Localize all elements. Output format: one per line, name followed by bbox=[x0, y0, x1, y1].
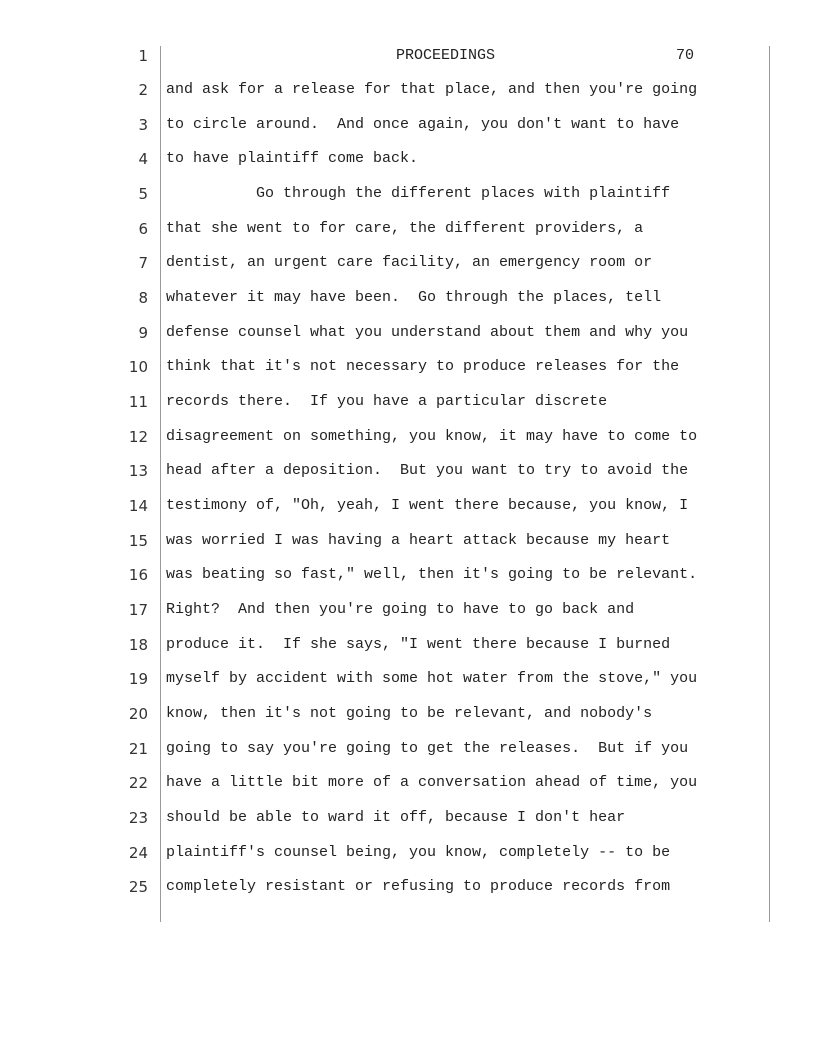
line-text: defense counsel what you understand about them and why you bbox=[166, 324, 689, 341]
transcript-line-9 bbox=[0, 321, 816, 345]
line-number: 10 bbox=[128, 358, 148, 376]
line-number: 17 bbox=[128, 601, 148, 619]
line-number: 8 bbox=[138, 289, 148, 307]
line-number: 14 bbox=[128, 497, 148, 515]
line-text: going to say you're going to get the releases. But if you bbox=[166, 740, 689, 757]
transcript-line-7 bbox=[0, 251, 816, 275]
line-number: 21 bbox=[128, 740, 148, 758]
line-text: completely resistant or refusing to produce records from bbox=[166, 878, 671, 895]
line-number: 2 bbox=[138, 81, 148, 99]
transcript-line-3 bbox=[0, 113, 816, 137]
line-text: and ask for a release for that place, and then you're going bbox=[166, 81, 698, 98]
transcript-line-20 bbox=[0, 702, 816, 726]
line-number: 25 bbox=[128, 878, 148, 896]
transcript-line-14 bbox=[0, 494, 816, 518]
line-number: 24 bbox=[128, 844, 148, 862]
line-number: 4 bbox=[138, 150, 148, 168]
transcript-line-17 bbox=[0, 598, 816, 622]
line-text: should be able to ward it off, because I don't hear bbox=[166, 809, 626, 826]
line-text: plaintiff's counsel being, you know, completely -- to be bbox=[166, 844, 671, 861]
line-number: 9 bbox=[138, 324, 148, 342]
transcript-line-2 bbox=[0, 78, 816, 102]
line-text: that she went to for care, the different providers, a bbox=[166, 220, 644, 237]
line-text: Go through the different places with plaintiff bbox=[166, 185, 671, 202]
line-text: testimony of, "Oh, yeah, I went there because, you know, I bbox=[166, 497, 689, 514]
line-number: 11 bbox=[128, 393, 148, 411]
line-text: to have plaintiff come back. bbox=[166, 150, 419, 167]
transcript-line-5 bbox=[0, 182, 816, 206]
transcript-line-4 bbox=[0, 147, 816, 171]
line-text: myself by accident with some hot water from the stove," you bbox=[166, 670, 698, 687]
transcript-line-13 bbox=[0, 459, 816, 483]
line-text: to circle around. And once again, you don't want to have bbox=[166, 116, 680, 133]
line-text: records there. If you have a particular discrete bbox=[166, 393, 608, 410]
line-number: 5 bbox=[138, 185, 148, 203]
line-number: 3 bbox=[138, 116, 148, 134]
line-text: head after a deposition. But you want to try to avoid the bbox=[166, 462, 689, 479]
line-number: 23 bbox=[128, 809, 148, 827]
line-number: 1 bbox=[138, 47, 148, 65]
line-text: Right? And then you're going to have to go back and bbox=[166, 601, 635, 618]
line-text: dentist, an urgent care facility, an emergency room or bbox=[166, 254, 653, 271]
transcript-line-16 bbox=[0, 563, 816, 587]
line-number: 7 bbox=[138, 254, 148, 272]
transcript-line-15 bbox=[0, 529, 816, 553]
line-number: 6 bbox=[138, 220, 148, 238]
line-number: 13 bbox=[128, 462, 148, 480]
transcript-line-22 bbox=[0, 771, 816, 795]
transcript-line-24 bbox=[0, 841, 816, 865]
line-number: 19 bbox=[128, 670, 148, 688]
line-text: disagreement on something, you know, it may have to come to bbox=[166, 428, 698, 445]
transcript-line-12 bbox=[0, 425, 816, 449]
transcript-line-1 bbox=[0, 44, 816, 68]
line-number: 16 bbox=[128, 566, 148, 584]
page-header-title: PROCEEDINGS bbox=[396, 47, 496, 64]
page-number: 70 bbox=[676, 47, 695, 64]
transcript-line-21 bbox=[0, 737, 816, 761]
line-text: was beating so fast," well, then it's going to be relevant. bbox=[166, 566, 698, 583]
transcript-line-19 bbox=[0, 667, 816, 691]
line-text: think that it's not necessary to produce releases for the bbox=[166, 358, 680, 375]
line-text: produce it. If she says, "I went there because I burned bbox=[166, 636, 671, 653]
transcript-line-10 bbox=[0, 355, 816, 379]
line-number: 18 bbox=[128, 636, 148, 654]
line-number: 22 bbox=[128, 774, 148, 792]
transcript-line-25 bbox=[0, 875, 816, 899]
transcript-line-11 bbox=[0, 390, 816, 414]
transcript-line-6 bbox=[0, 217, 816, 241]
line-number: 20 bbox=[128, 705, 148, 723]
transcript-line-23 bbox=[0, 806, 816, 830]
line-text: have a little bit more of a conversation ahead of time, you bbox=[166, 774, 698, 791]
transcript-line-18 bbox=[0, 633, 816, 657]
line-number: 12 bbox=[128, 428, 148, 446]
line-text: whatever it may have been. Go through the places, tell bbox=[166, 289, 662, 306]
line-number: 15 bbox=[128, 532, 148, 550]
transcript-line-8 bbox=[0, 286, 816, 310]
line-text: know, then it's not going to be relevant, and nobody's bbox=[166, 705, 653, 722]
line-text: was worried I was having a heart attack because my heart bbox=[166, 532, 671, 549]
